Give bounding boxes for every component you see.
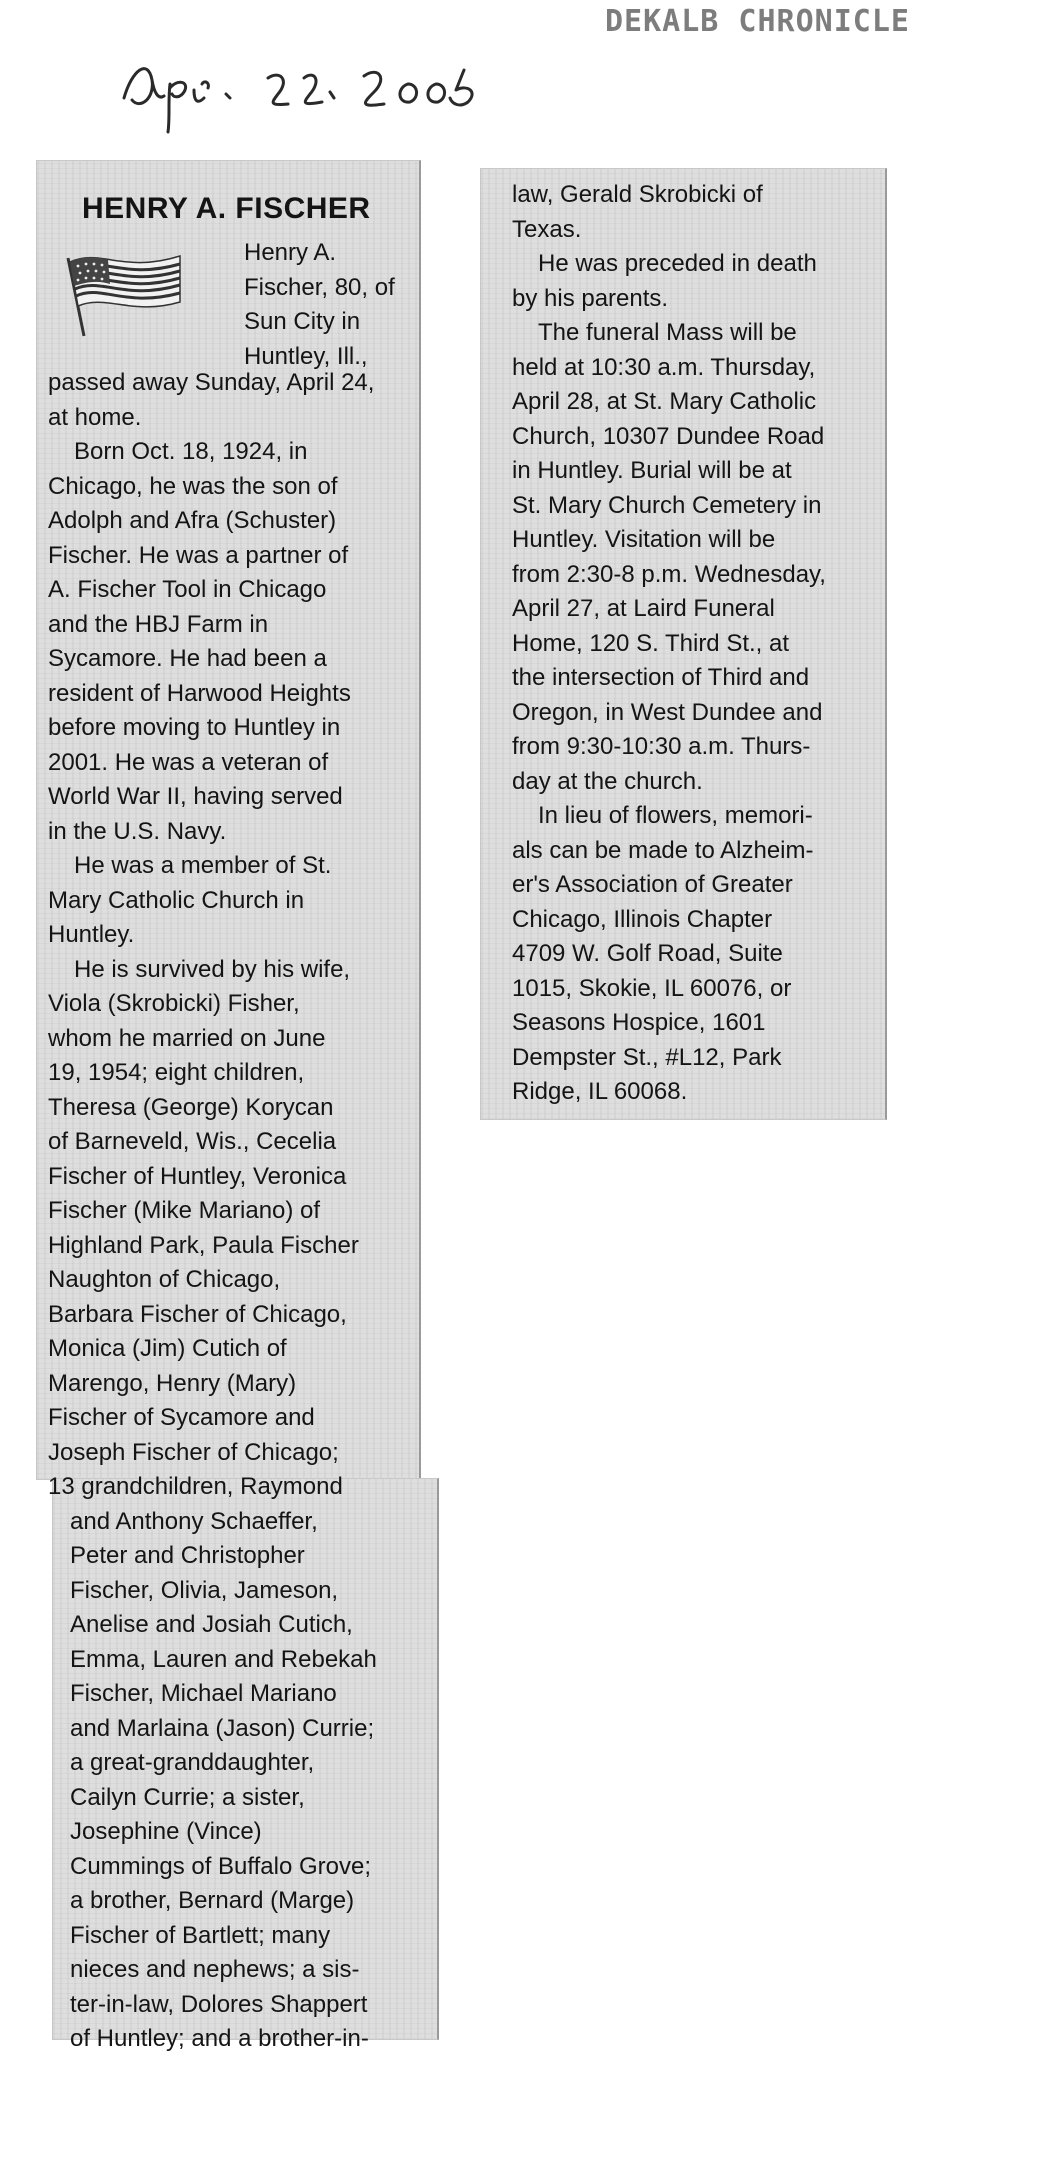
text-line: Adolph and Afra (Schuster) [48, 507, 337, 534]
text-line: Naughton of Chicago, [48, 1266, 281, 1293]
text-line: April 28, at St. Mary Catholic [512, 388, 817, 415]
text-line: Huntley. [48, 921, 135, 948]
left-column-text [48, 366, 377, 2057]
text-line: of Huntley; and a brother-in- [70, 2025, 369, 2052]
text-line: A. Fischer Tool in Chicago [48, 576, 327, 603]
text-line: Peter and Christopher [70, 1542, 305, 1569]
text-line: nieces and nephews; a sis- [70, 1956, 360, 1983]
text-line: 2001. He was a veteran of [48, 748, 329, 776]
text-line: of Barneveld, Wis., Cecelia [48, 1128, 337, 1155]
text-line: Cummings of Buffalo Grove; [70, 1852, 372, 1880]
intro-text-block [244, 236, 395, 374]
intro-line: Huntley, Ill., [244, 342, 368, 370]
text-line: Theresa (George) Korycan [48, 1093, 334, 1121]
text-line: from 9:30-10:30 a.m. Thurs- [512, 733, 811, 760]
text-line: Anelise and Josiah Cutich, [70, 1611, 353, 1638]
handwritten-date [118, 40, 538, 135]
text-line: Cailyn Currie; a sister, [70, 1783, 305, 1811]
text-line: a brother, Bernard (Marge) [70, 1887, 355, 1914]
text-line: Emma, Lauren and Rebekah [70, 1645, 377, 1673]
text-line: Mary Catholic Church in [48, 886, 305, 914]
text-line: the intersection of Third and [512, 664, 810, 691]
text-line: by his parents. [512, 284, 669, 312]
intro-line: Fischer, 80, of [244, 273, 395, 301]
text-line: and Anthony Schaeffer, [70, 1507, 318, 1535]
american-flag-icon [62, 244, 186, 340]
text-line: law, Gerald Skrobicki of [512, 181, 763, 208]
text-line: Fischer of Sycamore and [48, 1404, 315, 1431]
text-line: April 27, at Laird Funeral [512, 595, 775, 622]
text-line: He was preceded in death [538, 250, 817, 277]
text-line: Joseph Fischer of Chicago; [48, 1438, 339, 1466]
text-line: Josephine (Vince) [70, 1818, 262, 1845]
text-line: Church, 10307 Dundee Road [512, 422, 825, 450]
text-line: He is survived by his wife, [74, 955, 351, 983]
text-line: Highland Park, Paula Fischer [48, 1231, 359, 1259]
text-line: from 2:30-8 p.m. Wednesday, [512, 560, 826, 588]
text-line: In lieu of flowers, memori- [538, 802, 813, 829]
text-line: ter-in-law, Dolores Shappert [70, 1990, 368, 2018]
text-line: Chicago, Illinois Chapter [512, 905, 773, 933]
text-line: Huntley. Visitation will be [512, 526, 776, 553]
text-line: Fischer (Mike Mariano) of [48, 1197, 321, 1224]
text-line: Fischer, Olivia, Jameson, [70, 1576, 339, 1604]
text-line: Viola (Skrobicki) Fisher, [48, 990, 300, 1017]
text-line: 13 grandchildren, Raymond [48, 1473, 343, 1500]
text-line: 1015, Skokie, IL 60076, or [512, 974, 792, 1002]
text-line: er's Association of Greater [512, 871, 793, 898]
text-line: at home. [48, 403, 142, 431]
intro-line: Henry A. [244, 239, 337, 266]
text-line: als can be made to Alzheim- [512, 836, 814, 864]
text-line: Oregon, in West Dundee and [512, 698, 823, 726]
text-line: Marengo, Henry (Mary) [48, 1369, 297, 1397]
text-line: passed away Sunday, April 24, [48, 369, 375, 396]
text-line: The funeral Mass will be [538, 319, 797, 346]
text-line: and Marlaina (Jason) Currie; [70, 1714, 375, 1742]
text-line: Fischer. He was a partner of [48, 541, 349, 569]
right-column-text [512, 178, 826, 1110]
text-line: resident of Harwood Heights [48, 679, 351, 707]
text-line: World War II, having served [48, 783, 343, 810]
text-line: 19, 1954; eight children, [48, 1059, 305, 1086]
text-line: Fischer, Michael Mariano [70, 1680, 337, 1707]
text-line: and the HBJ Farm in [48, 610, 269, 638]
text-line: He was a member of St. [74, 852, 332, 879]
text-line: 4709 W. Golf Road, Suite [512, 940, 783, 967]
text-line: whom he married on June [48, 1024, 326, 1052]
text-line: Monica (Jim) Cutich of [48, 1335, 287, 1362]
text-line: in the U.S. Navy. [48, 817, 227, 845]
text-line: Texas. [512, 215, 582, 243]
text-line: Chicago, he was the son of [48, 472, 338, 500]
text-line: Barbara Fischer of Chicago, [48, 1300, 347, 1328]
text-line: day at the church. [512, 767, 703, 795]
text-line: St. Mary Church Cemetery in [512, 491, 822, 519]
newspaper-name-stamp: DEKALB CHRONICLE [605, 4, 910, 39]
text-line: Born Oct. 18, 1924, in [74, 438, 308, 465]
intro-line: Sun City in [244, 308, 361, 335]
text-line: Seasons Hospice, 1601 [512, 1009, 766, 1036]
text-line: in Huntley. Burial will be at [512, 457, 792, 484]
text-line: Fischer of Huntley, Veronica [48, 1162, 347, 1190]
text-line: Sycamore. He had been a [48, 645, 327, 672]
text-line: Fischer of Bartlett; many [70, 1921, 331, 1949]
text-line: Home, 120 S. Third St., at [512, 629, 790, 657]
text-line: Ridge, IL 60068. [512, 1078, 688, 1105]
obituary-headline: HENRY A. FISCHER [82, 192, 371, 225]
text-line: held at 10:30 a.m. Thursday, [512, 353, 816, 381]
text-line: before moving to Huntley in [48, 714, 341, 741]
text-line: Dempster St., #L12, Park [512, 1043, 782, 1071]
text-line: a great-granddaughter, [70, 1749, 315, 1776]
